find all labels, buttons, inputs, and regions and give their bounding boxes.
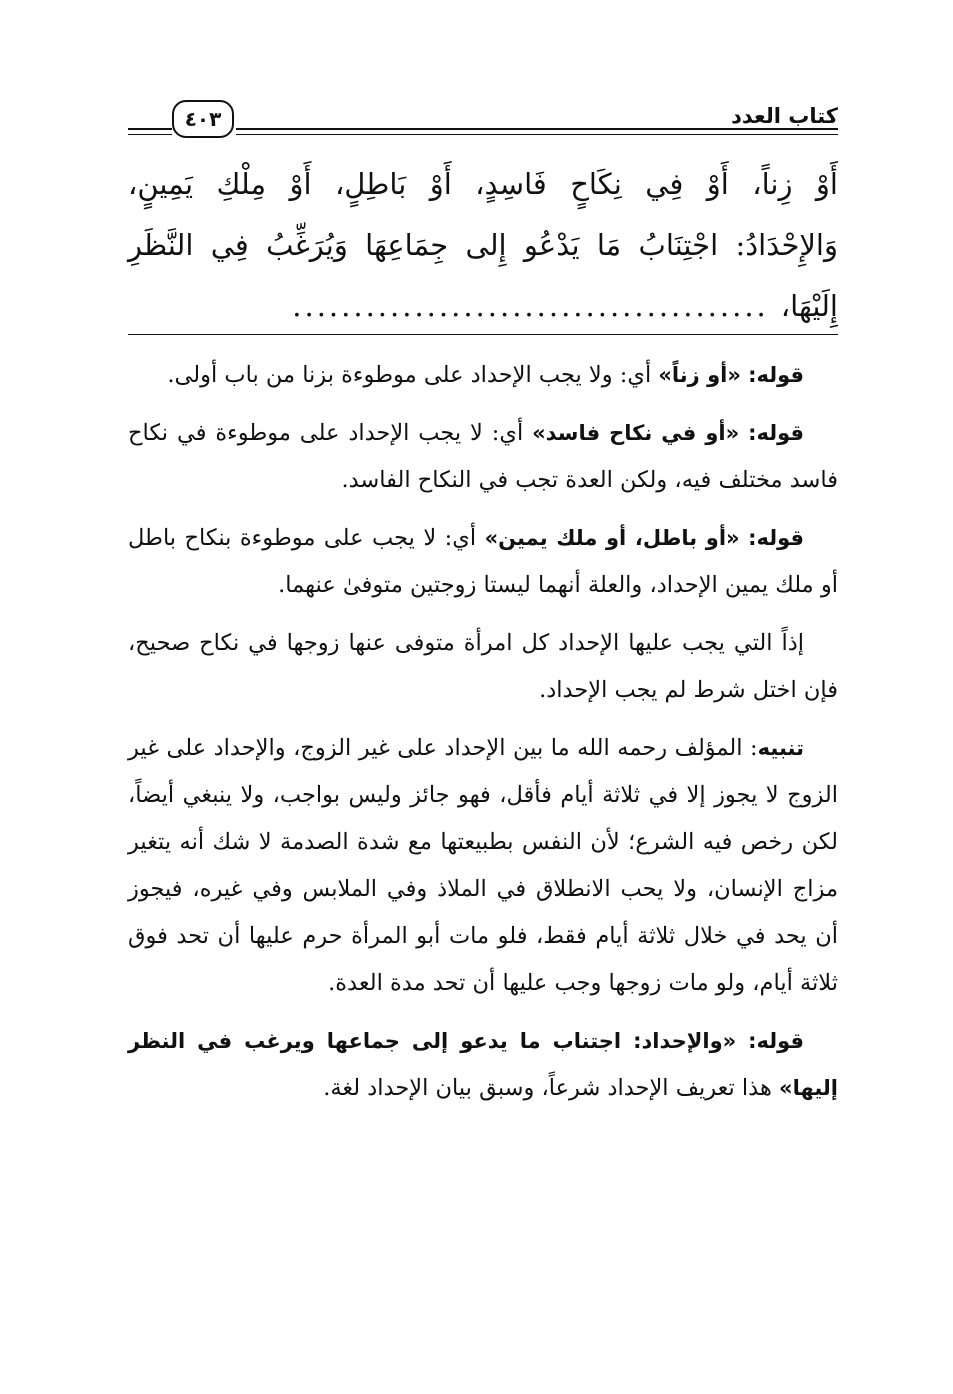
commentary [128,352,838,1123]
quoted-phrase: «أو في نكاح فاسد» [532,421,740,445]
book-title: كتاب العدد [731,104,838,128]
paragraph-text: أي: لا يجب على موطوءة بنكاح باطل أو ملك يمين الإحداد، والعلة أنهما ليستا زوجتين متوفىٰ عنهما. [128,525,838,598]
quoted-phrase: «والإحداد: اجتناب ما يدعو إلى جماعها ويرغب في النظر إليها» [128,1029,838,1100]
matn-line-text: إِلَيْهَا، [780,289,838,323]
commentary-paragraph [128,352,838,399]
paragraph-text: هذا تعريف الإحداد شرعاً، وسبق بيان الإحداد لغة. [323,1075,780,1101]
commentary-paragraph [128,725,838,1007]
keyword-label: قوله: [748,421,804,445]
paragraph-text: إذاً التي يجب عليها الإحداد كل امرأة متوفى عنها زوجها في نكاح صحيح، فإن اختل شرط لم يجب الإحداد. [128,630,838,703]
paragraph-text: : المؤلف رحمه الله ما بين الإحداد على غير الزوج، والإحداد على غير الزوج لا يجوز إلا في ثلاثة أيام فأقل، فهو جائز وليس بواجب، ولا ينبغي أيضاً، لكن رخص فيه الشرع؛ لأن النفس بطبيعتها مع شدة الصدمة لا شك أنه يتغير مزاج الإنسان، ولا يحب الانطلاق في الملاذ وفي الملابس وفي غيره، فيجوز أن يحد في خلال ثلاثة أيام فقط، فلو مات أبو المرأة حرم عليها أن تحد فوق ثلاثة أيام، ولو مات زوجها وجب عليها أن تحد مدة العدة. [128,735,838,996]
commentary-paragraph [128,515,838,609]
quoted-phrase: «أو باطل، أو ملك يمين» [484,526,740,550]
matn-text [128,154,838,337]
page-number: ٤٠٣ [172,100,234,138]
matn-line: وَالإِحْدَادُ: اجْتِنَابُ مَا يَدْعُو إِلى جِمَاعِهَا وَيُرَغِّبُ فِي النَّظَرِ [128,228,838,262]
keyword-label: قوله: [748,1029,804,1053]
keyword-label: قوله: [748,363,804,387]
paragraph-text: أي: لا يجب الإحداد على موطوءة في نكاح فاسد مختلف فيه، ولكن العدة تجب في النكاح الفاسد. [128,420,838,493]
paragraph-text: أي: ولا يجب الإحداد على موطوءة بزنا من باب أولى. [167,362,659,388]
keyword-label: قوله: [748,526,805,550]
commentary-paragraph [128,1018,838,1112]
quoted-phrase: «أو زناً» [658,363,741,387]
header-rule [236,128,838,135]
header-rule-end [128,128,172,135]
page-header [128,98,838,148]
ellipsis-dots: ....................................... [292,289,769,323]
matn-line [128,276,838,337]
keyword-label: تنبيه [757,736,804,760]
commentary-paragraph [128,410,838,504]
matn-line: أَوْ زِناً، أَوْ فِي نِكَاحٍ فَاسِدٍ، أَوْ بَاطِلٍ، أَوْ مِلْكِ يَمِينٍ، [128,167,838,201]
commentary-paragraph [128,620,838,714]
section-divider [128,334,838,335]
